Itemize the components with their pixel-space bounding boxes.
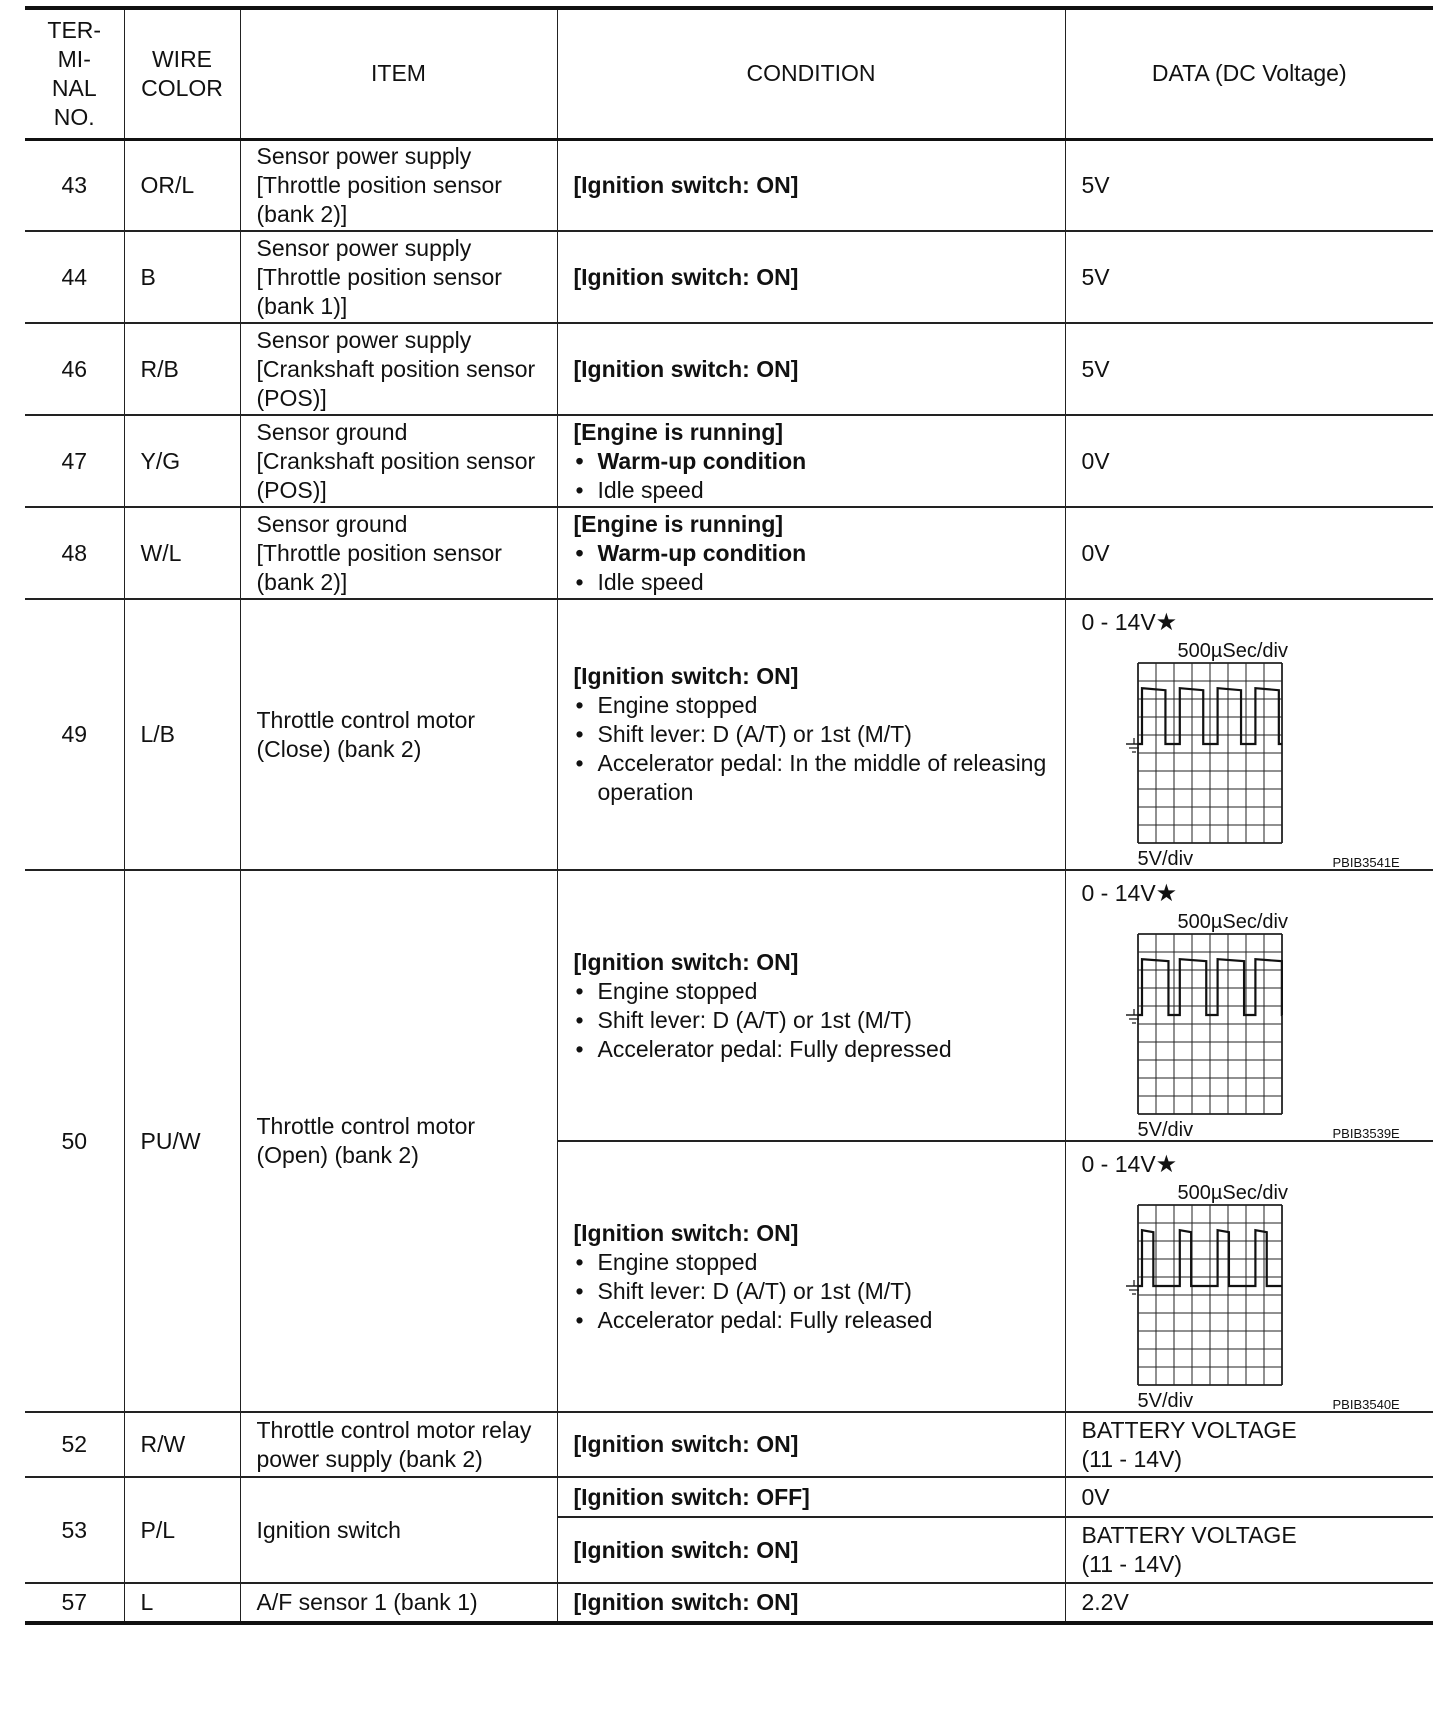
- table-row: [25, 870, 1433, 1141]
- item-cell: Sensor power supply [Throttle position sensor (bank 1)]: [240, 231, 557, 323]
- terminal-no: 44: [25, 231, 124, 323]
- condition-bullet: • Accelerator pedal: Fully depressed: [574, 1035, 1049, 1064]
- header-wire-color: WIRE COLOR: [124, 8, 240, 139]
- voltage-range: 0 - 14V: [1081, 1151, 1156, 1177]
- terminal-no: 50: [25, 870, 124, 1412]
- condition-cell: [Ignition switch: OFF]: [557, 1477, 1065, 1517]
- timebase-label: 500µSec/div: [1177, 640, 1288, 662]
- wire-color: PU/W: [124, 870, 240, 1412]
- waveform-graph: [1082, 639, 1412, 869]
- condition-cell: [Engine is running] • Warm-up condition • Idle speed: [557, 507, 1065, 599]
- volts-div-label: 5V/div: [1137, 1119, 1194, 1141]
- data-cell: 5V: [1065, 139, 1433, 231]
- wire-color: OR/L: [124, 139, 240, 231]
- wire-color: B: [124, 231, 240, 323]
- item-cell: Sensor power supply [Throttle position sensor (bank 2)]: [240, 139, 557, 231]
- condition-bullet: • Accelerator pedal: Fully released: [574, 1306, 1049, 1335]
- waveform-graph: [1082, 1181, 1412, 1411]
- item-cell: Throttle control motor (Open) (bank 2): [240, 870, 557, 1412]
- table-row: [25, 507, 1433, 599]
- terminal-no: 46: [25, 323, 124, 415]
- wire-color: W/L: [124, 507, 240, 599]
- header-data: DATA (DC Voltage): [1065, 8, 1433, 139]
- condition-cell: [Ignition switch: ON]: [557, 1583, 1065, 1623]
- condition-cell: [Ignition switch: ON]: [557, 323, 1065, 415]
- condition-bullet: • Engine stopped: [574, 977, 1049, 1006]
- item-cell: Throttle control motor relay power supply (bank 2): [240, 1412, 557, 1477]
- condition-bullet: • Engine stopped: [574, 1248, 1049, 1277]
- terminal-no: 49: [25, 599, 124, 870]
- voltage-range: 0 - 14V: [1081, 609, 1156, 635]
- wire-color: P/L: [124, 1477, 240, 1583]
- waveform-cell: [1065, 599, 1433, 870]
- data-cell: 0V: [1065, 1477, 1433, 1517]
- wire-color: R/B: [124, 323, 240, 415]
- waveform-graph: [1082, 910, 1412, 1140]
- volts-div-label: 5V/div: [1137, 848, 1194, 870]
- table-row: [25, 231, 1433, 323]
- data-cell: 5V: [1065, 323, 1433, 415]
- condition-bullet: • Shift lever: D (A/T) or 1st (M/T): [574, 720, 1049, 749]
- condition-bullet: • Idle speed: [574, 568, 1049, 597]
- terminal-no: 48: [25, 507, 124, 599]
- condition-cell: [Ignition switch: ON]: [557, 139, 1065, 231]
- data-cell: BATTERY VOLTAGE (11 - 14V): [1065, 1412, 1433, 1477]
- star-icon: ★: [1155, 609, 1178, 636]
- oscilloscope-waveform: [1082, 639, 1412, 869]
- table-row: [25, 323, 1433, 415]
- header-item: ITEM: [240, 8, 557, 139]
- condition-bullet: • Shift lever: D (A/T) or 1st (M/T): [574, 1006, 1049, 1035]
- voltage-range: 0 - 14V: [1081, 880, 1156, 906]
- item-cell: Throttle control motor (Close) (bank 2): [240, 599, 557, 870]
- waveform-cell: [1065, 870, 1433, 1141]
- condition-cell: [Ignition switch: ON]: [557, 1412, 1065, 1477]
- item-cell: Ignition switch: [240, 1477, 557, 1583]
- data-cell: 0V: [1065, 507, 1433, 599]
- wire-color: Y/G: [124, 415, 240, 507]
- data-cell: 5V: [1065, 231, 1433, 323]
- timebase-label: 500µSec/div: [1177, 1182, 1288, 1204]
- condition-bullet: • Accelerator pedal: In the middle of releasing operation: [574, 749, 1049, 807]
- oscilloscope-waveform: [1082, 910, 1412, 1140]
- ecm-terminal-table: [25, 6, 1433, 1625]
- data-cell: 0V: [1065, 415, 1433, 507]
- table-row: [25, 139, 1433, 231]
- waveform-cell: [1065, 1141, 1433, 1412]
- condition-cell: [Ignition switch: ON]: [557, 231, 1065, 323]
- terminal-no: 52: [25, 1412, 124, 1477]
- header-condition: CONDITION: [557, 8, 1065, 139]
- oscilloscope-waveform: [1082, 1181, 1412, 1411]
- table-row: [25, 1412, 1433, 1477]
- terminal-no: 53: [25, 1477, 124, 1583]
- condition-cell: [Ignition switch: ON] • Engine stopped • Shift lever: D (A/T) or 1st (M/T) • Accelerator pedal: Fully depressed: [557, 870, 1065, 1141]
- condition-bullet: • Shift lever: D (A/T) or 1st (M/T): [574, 1277, 1049, 1306]
- condition-cell: [Ignition switch: ON] • Engine stopped • Shift lever: D (A/T) or 1st (M/T) • Accelerator pedal: In the middle of releasing operation: [557, 599, 1065, 870]
- terminal-no: 57: [25, 1583, 124, 1623]
- terminal-no: 43: [25, 139, 124, 231]
- terminal-data-table-sheet: [25, 6, 1433, 1625]
- condition-cell: [Engine is running] • Warm-up condition • Idle speed: [557, 415, 1065, 507]
- condition-bullet: • Warm-up condition: [574, 447, 1049, 476]
- table-row: [25, 1477, 1433, 1517]
- condition-bullet: • Engine stopped: [574, 691, 1049, 720]
- table-row: [25, 1583, 1433, 1623]
- terminal-no: 47: [25, 415, 124, 507]
- figure-code: PBIB3539E: [1332, 1126, 1400, 1141]
- condition-bullet: • Warm-up condition: [574, 539, 1049, 568]
- header-terminal: TER- MI- NAL NO.: [25, 8, 124, 139]
- item-cell: Sensor power supply [Crankshaft position sensor (POS)]: [240, 323, 557, 415]
- figure-code: PBIB3541E: [1332, 855, 1400, 870]
- item-cell: A/F sensor 1 (bank 1): [240, 1583, 557, 1623]
- header-row: [25, 8, 1433, 139]
- figure-code: PBIB3540E: [1332, 1397, 1400, 1412]
- volts-div-label: 5V/div: [1137, 1390, 1194, 1412]
- timebase-label: 500µSec/div: [1177, 911, 1288, 933]
- table-row: [25, 599, 1433, 870]
- condition-bullet: • Idle speed: [574, 476, 1049, 505]
- condition-cell: [Ignition switch: ON] • Engine stopped • Shift lever: D (A/T) or 1st (M/T) • Accelerator pedal: Fully released: [557, 1141, 1065, 1412]
- star-icon: ★: [1155, 1151, 1178, 1178]
- wire-color: L/B: [124, 599, 240, 870]
- data-cell: BATTERY VOLTAGE (11 - 14V): [1065, 1517, 1433, 1583]
- star-icon: ★: [1155, 880, 1178, 907]
- item-cell: Sensor ground [Crankshaft position sensor (POS)]: [240, 415, 557, 507]
- item-cell: Sensor ground [Throttle position sensor (bank 2)]: [240, 507, 557, 599]
- data-cell: 2.2V: [1065, 1583, 1433, 1623]
- wire-color: R/W: [124, 1412, 240, 1477]
- table-row: [25, 415, 1433, 507]
- wire-color: L: [124, 1583, 240, 1623]
- condition-cell: [Ignition switch: ON]: [557, 1517, 1065, 1583]
